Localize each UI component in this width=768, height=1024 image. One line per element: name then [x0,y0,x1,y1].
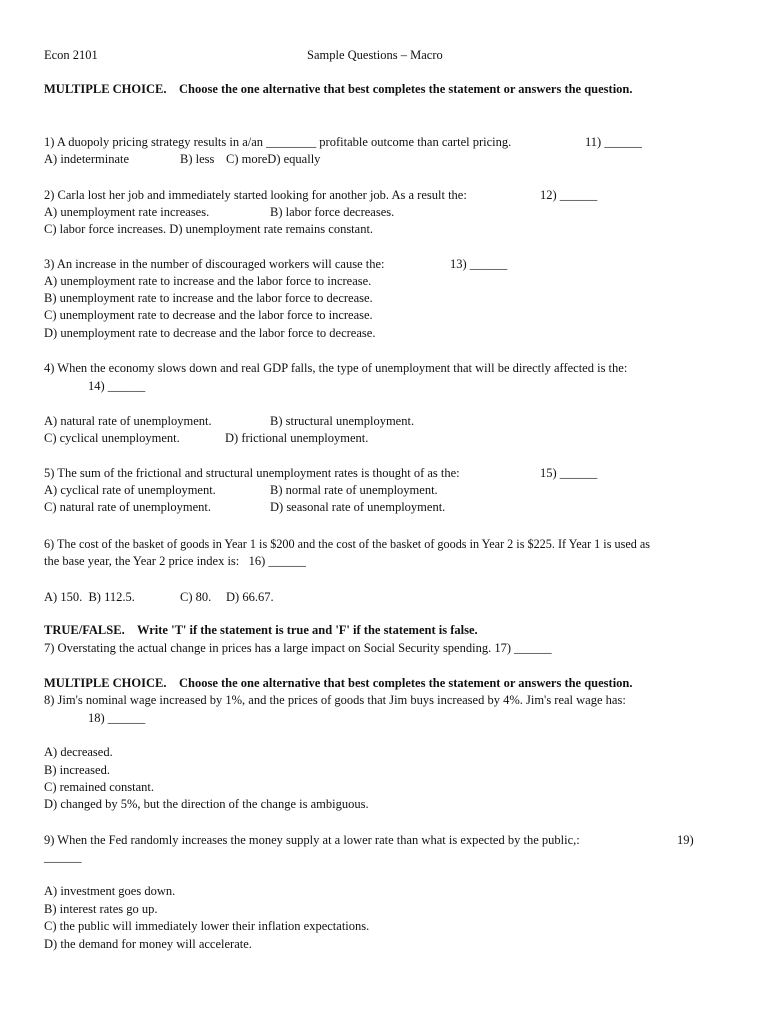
question-9-answer-slot-blank: ______ [44,850,82,864]
question-1-stem: 1) A duopoly pricing strategy results in a/an ________ profitable outcome than cartel pricing. [44,135,512,149]
question-6-stem-line-2: the base year, the Year 2 price index is: 16) ______ [44,554,306,568]
page-title: Sample Questions – Macro [307,48,443,62]
question-9-option-b: B) interest rates go up. [44,902,158,916]
question-5-stem: 5) The sum of the frictional and structural unemployment rates is thought of as the: [44,466,460,480]
question-5-option-a: A) cyclical rate of unemployment. [44,483,216,497]
question-5-option-b: B) normal rate of unemployment. [270,483,438,497]
section-heading-multiple-choice: MULTIPLE CHOICE. Choose the one alternative that best completes the statement or answers the question. [44,82,633,96]
question-9-stem: 9) When the Fed randomly increases the money supply at a lower rate than what is expected by the public,: [44,833,580,847]
question-1-option-b: B) less [180,152,215,166]
question-9-option-c: C) the public will immediately lower their inflation expectations. [44,919,370,933]
question-3-stem: 3) An increase in the number of discouraged workers will cause the: [44,257,385,271]
question-1-option-a: A) indeterminate [44,152,130,166]
question-8-option-d: D) changed by 5%, but the direction of the change is ambiguous. [44,797,369,811]
question-3-answer-slot: 13) ______ [450,257,508,271]
course-label: Econ 2101 [44,48,98,62]
question-6-option-d: D) 66.67. [226,590,274,604]
section-heading-multiple-choice-2: MULTIPLE CHOICE. Choose the one alternative that best completes the statement or answers the question. [44,676,633,690]
question-3-option-d: D) unemployment rate to decrease and the labor force to decrease. [44,326,376,340]
question-4-option-b: B) structural unemployment. [270,414,415,428]
question-4-option-a: A) natural rate of unemployment. [44,414,212,428]
question-8-answer-slot: 18) ______ [88,711,146,725]
section-heading-true-false: TRUE/FALSE. Write 'T' if the statement is true and 'F' if the statement is false. [44,623,478,637]
question-4-option-c: C) cyclical unemployment. [44,431,180,445]
question-3-option-a: A) unemployment rate to increase and the labor force to increase. [44,274,372,288]
question-6-option-ab: A) 150. B) 112.5. [44,590,135,604]
question-7-stem: 7) Overstating the actual change in prices has a large impact on Social Security spending. 17) ______ [44,641,552,655]
question-3-option-b: B) unemployment rate to increase and the labor force to decrease. [44,291,373,305]
question-8-option-a: A) decreased. [44,745,113,759]
question-2-answer-slot: 12) ______ [540,188,598,202]
question-9-option-a: A) investment goes down. [44,884,176,898]
question-2-option-cd: C) labor force increases. D) unemployment rate remains constant. [44,222,374,236]
question-2-option-a: A) unemployment rate increases. [44,205,210,219]
question-6-option-c: C) 80. [180,590,212,604]
question-4-stem: 4) When the economy slows down and real GDP falls, the type of unemployment that will be directly affected is the: [44,361,628,375]
question-3-option-c: C) unemployment rate to decrease and the labor force to increase. [44,308,373,322]
question-5-option-c: C) natural rate of unemployment. [44,500,211,514]
question-9-option-d: D) the demand for money will accelerate. [44,937,252,951]
question-8-option-c: C) remained constant. [44,780,155,794]
question-1-option-c: C) moreD) equally [226,152,321,166]
question-2-option-b: B) labor force decreases. [270,205,395,219]
question-5-option-d: D) seasonal rate of unemployment. [270,500,446,514]
question-2-stem: 2) Carla lost her job and immediately started looking for another job. As a result the: [44,188,467,202]
question-8-option-b: B) increased. [44,763,110,777]
question-5-answer-slot: 15) ______ [540,466,598,480]
question-4-answer-slot: 14) ______ [88,379,146,393]
question-4-option-d: D) frictional unemployment. [225,431,369,445]
question-6-stem-line-1: 6) The cost of the basket of goods in Year 1 is $200 and the cost of the basket of goods in Year 2 is $225. If Year 1 is used as [44,537,651,551]
question-9-answer-slot-number: 19) [677,833,694,847]
question-8-stem: 8) Jim's nominal wage increased by 1%, and the prices of goods that Jim buys increased by 4%. Jim's real wage has: [44,693,626,707]
question-1-answer-slot: 11) ______ [585,135,642,149]
